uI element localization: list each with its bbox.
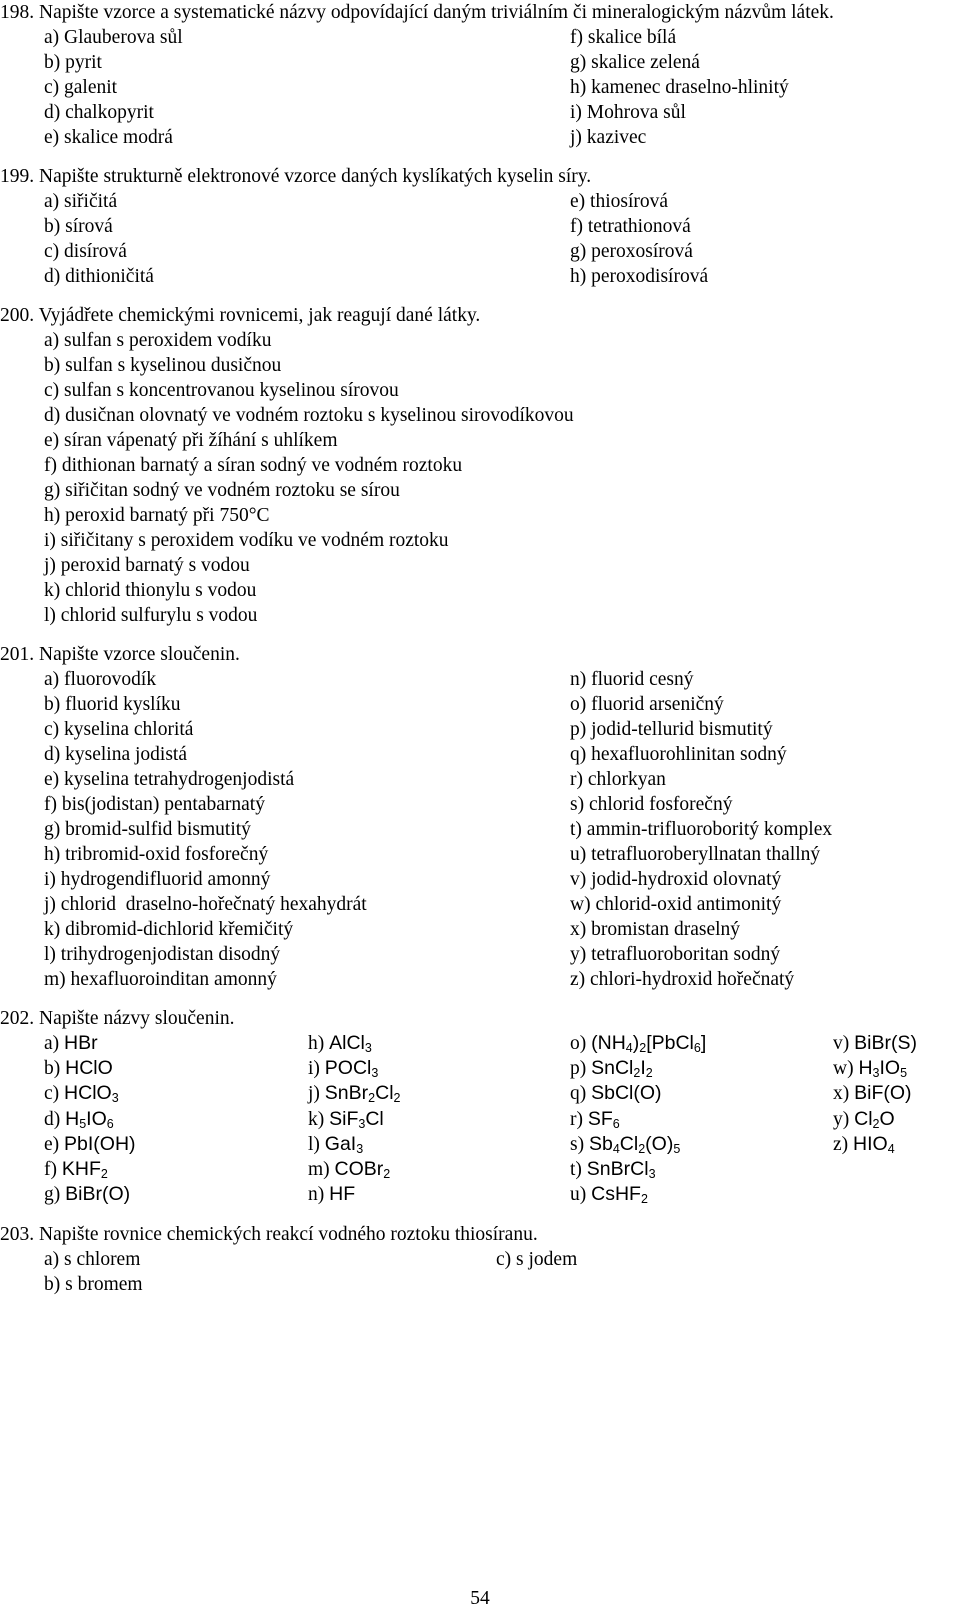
list-item: f) dithionan barnatý a síran sodný ve vodném roztoku [44,455,463,476]
item-label: j) [308,1083,325,1105]
list-item [44,1031,98,1056]
chemical-formula: COBr$_2$ [334,1158,391,1181]
list-item: e) kyselina tetrahydrogenjodistá [44,769,295,790]
chemical-formula: BiBr(O) [65,1183,131,1206]
chemical-formula: $Cl_2O$ [854,1107,895,1131]
list-item: g) skalice zelená [570,52,700,73]
list-item [570,1031,706,1056]
item-label: a) [44,1033,65,1054]
list-item: m) hexafluoroinditan amonný [44,969,277,990]
list-item: c) sulfan s koncentrovanou kyselinou sírovou [44,380,399,401]
item-label: q) [570,1083,592,1105]
chemical-formula: POCl$_3$ [324,1057,379,1081]
list-item [570,1107,620,1132]
list-item [308,1182,355,1207]
list-item: c) galenit [44,77,118,98]
item-label: n) [308,1184,330,1206]
item-label: f) [44,1159,62,1180]
list-item [308,1081,400,1106]
problem-199-heading: 199. Napište strukturně elektronové vzorce daných kyslíkatých kyselin síry. [0,166,592,187]
list-item: l) chlorid sulfurylu s vodou [44,605,258,626]
item-label: o) [570,1033,592,1054]
chemical-formula: HClO [65,1057,113,1080]
list-item [570,1157,656,1182]
item-label: g) [44,1184,66,1206]
list-item: u) tetrafluoroberyllnatan thallný [570,844,821,865]
list-item: d) dusičnan olovnatý ve vodném roztoku s kyselinou sirovodíkovou [44,405,574,426]
list-item: v) jodid-hydroxid olovnatý [570,869,782,890]
list-item: d) kyselina jodistá [44,744,187,765]
item-label: r) [570,1108,588,1130]
list-item: j) chlorid draselno-hořečnatý hexahydrát [44,894,367,915]
page-number: 54 [470,1588,490,1609]
list-item [308,1107,384,1132]
list-item: g) peroxosírová [570,241,693,262]
list-item: c) disírová [44,241,127,262]
item-label: b) [44,1058,66,1080]
chemical-formula: $H_5IO_6$ [65,1107,114,1131]
chemical-formula: BiBr(S) [854,1032,917,1054]
list-item: h) tribromid-oxid fosforečný [44,844,269,865]
chemical-formula: HF [329,1183,356,1206]
item-label: k) [308,1108,330,1130]
list-item: f) bis(jodistan) pentabarnatý [44,794,265,815]
list-item: e) síran vápenatý při žíhání s uhlíkem [44,430,338,451]
problem-198-heading: 198. Napište vzorce a systematické názvy odpovídající daným triviálním či mineralogickým názvům látek. [0,2,834,23]
item-label: d) [44,1108,66,1130]
chemical-formula: HClO$_3$ [64,1082,119,1106]
chemical-formula: SbCl(O) [591,1082,662,1105]
list-item [308,1132,363,1157]
list-item: x) bromistan draselný [570,919,741,940]
chemical-formula: BiF(O) [854,1082,912,1105]
list-item [44,1132,136,1157]
list-item: o) fluorid arseničný [570,694,724,715]
list-item: e) skalice modrá [44,127,173,148]
chemical-formula: SnBrCl$_3$ [586,1158,656,1181]
list-item: l) trihydrogenjodistan disodný [44,944,281,965]
list-item: b) sulfan s kyselinou dusičnou [44,355,282,376]
list-item [308,1031,372,1056]
problem-200-heading: 200. Vyjádřete chemickými rovnicemi, jak reagují dané látky. [0,305,481,326]
item-label: c) [44,1083,65,1105]
chemical-formula: GaI$_3$ [324,1132,364,1156]
list-item [308,1056,378,1081]
list-item: d) dithioničitá [44,266,154,287]
item-label: s) [570,1133,589,1155]
list-item: h) peroxid barnatý při 750°C [44,505,270,526]
list-item: z) chlori-hydroxid hořečnatý [570,969,795,990]
chemical-formula: $H_3IO_5$ [858,1057,908,1081]
list-item: s) chlorid fosforečný [570,794,733,815]
list-item: r) chlorkyan [570,769,666,790]
list-item [570,1056,653,1081]
item-label: h) [308,1033,330,1054]
list-item: y) tetrafluoroboritan sodný [570,944,781,965]
chemical-formula: $(NH_4)_2[PbCl_6]$ [591,1032,707,1055]
list-item: n) fluorid cesný [570,669,694,690]
chemical-formula: $Sb_4Cl_2(O)_5$ [588,1132,681,1156]
list-item: q) hexafluorohlinitan sodný [570,744,787,765]
list-item: c) kyselina chloritá [44,719,194,740]
list-item: i) siřičitany s peroxidem vodíku ve vodném roztoku [44,530,449,551]
problem-202-heading: 202. Napište názvy sloučenin. [0,1008,235,1029]
list-item: a) siřičitá [44,191,118,212]
chemical-formula: SiF$_3$Cl [329,1107,384,1131]
list-item: t) ammin-trifluoroboritý komplex [570,819,833,840]
item-label: u) [570,1184,592,1206]
item-label: t) [570,1159,587,1180]
list-item: i) hydrogendifluorid amonný [44,869,271,890]
list-item: a) fluorovodík [44,669,157,690]
list-item [833,1031,917,1056]
list-item [44,1157,108,1182]
list-item [570,1132,680,1157]
list-item: b) fluorid kyslíku [44,694,181,715]
list-item: k) chlorid thionylu s vodou [44,580,257,601]
item-label: y) [833,1108,855,1130]
list-item: a) Glauberova sůl [44,27,183,48]
list-item [44,1107,114,1132]
list-item [44,1056,113,1081]
list-item: p) jodid-tellurid bismutitý [570,719,773,740]
list-item [833,1107,895,1132]
list-item [44,1081,119,1106]
list-item: e) thiosírová [570,191,669,212]
list-item: b) s bromem [44,1274,143,1295]
chemical-formula: $SnCl_2I_2$ [591,1057,653,1081]
list-item: j) kazivec [570,127,647,148]
list-item: h) kamenec draselno-hlinitý [570,77,789,98]
list-item: c) s jodem [496,1249,578,1270]
item-label: l) [308,1133,325,1155]
list-item: d) chalkopyrit [44,102,154,123]
chemical-formula: $SnBr_2Cl_2$ [324,1082,401,1106]
list-item [833,1056,907,1081]
item-label: i) [308,1058,325,1080]
item-label: e) [44,1133,65,1155]
item-label: w) [833,1058,859,1080]
list-item [308,1157,390,1182]
item-label: m) [308,1159,335,1180]
problem-201-heading: 201. Napište vzorce sloučenin. [0,644,240,665]
list-item: a) s chlorem [44,1249,141,1270]
list-item: j) peroxid barnatý s vodou [44,555,250,576]
list-item [44,1182,130,1207]
list-item: w) chlorid-oxid antimonitý [570,894,782,915]
chemical-formula: $KHF_2$ [61,1158,108,1181]
list-item [570,1081,662,1106]
chemical-formula: AlCl$_3$ [329,1032,372,1055]
chemical-formula: PbI(OH) [64,1132,136,1155]
list-item [570,1182,648,1207]
list-item: h) peroxodisírová [570,266,709,287]
list-item: g) siřičitan sodný ve vodném roztoku se sírou [44,480,400,501]
list-item [833,1081,912,1106]
list-item: a) sulfan s peroxidem vodíku [44,330,272,351]
item-label: p) [570,1058,592,1080]
item-label: x) [833,1083,855,1105]
list-item: k) dibromid-dichlorid křemičitý [44,919,294,940]
problem-203-heading: 203. Napište rovnice chemických reakcí vodného roztoku thiosíranu. [0,1224,538,1245]
list-item: b) pyrit [44,52,102,73]
list-item [833,1132,895,1157]
list-item: b) sírová [44,216,113,237]
list-item: f) tetrathionová [570,216,691,237]
chemical-formula: $SF_6$ [587,1107,620,1131]
list-item: g) bromid-sulfid bismutitý [44,819,251,840]
chemical-formula: CsHF$_2$ [591,1183,648,1207]
list-item: i) Mohrova sůl [570,102,686,123]
chemical-formula: $HIO_4$ [853,1132,895,1156]
list-item: f) skalice bílá [570,27,677,48]
item-label: z) [833,1133,854,1155]
item-label: v) [833,1033,855,1054]
chemical-formula: HBr [64,1032,98,1054]
